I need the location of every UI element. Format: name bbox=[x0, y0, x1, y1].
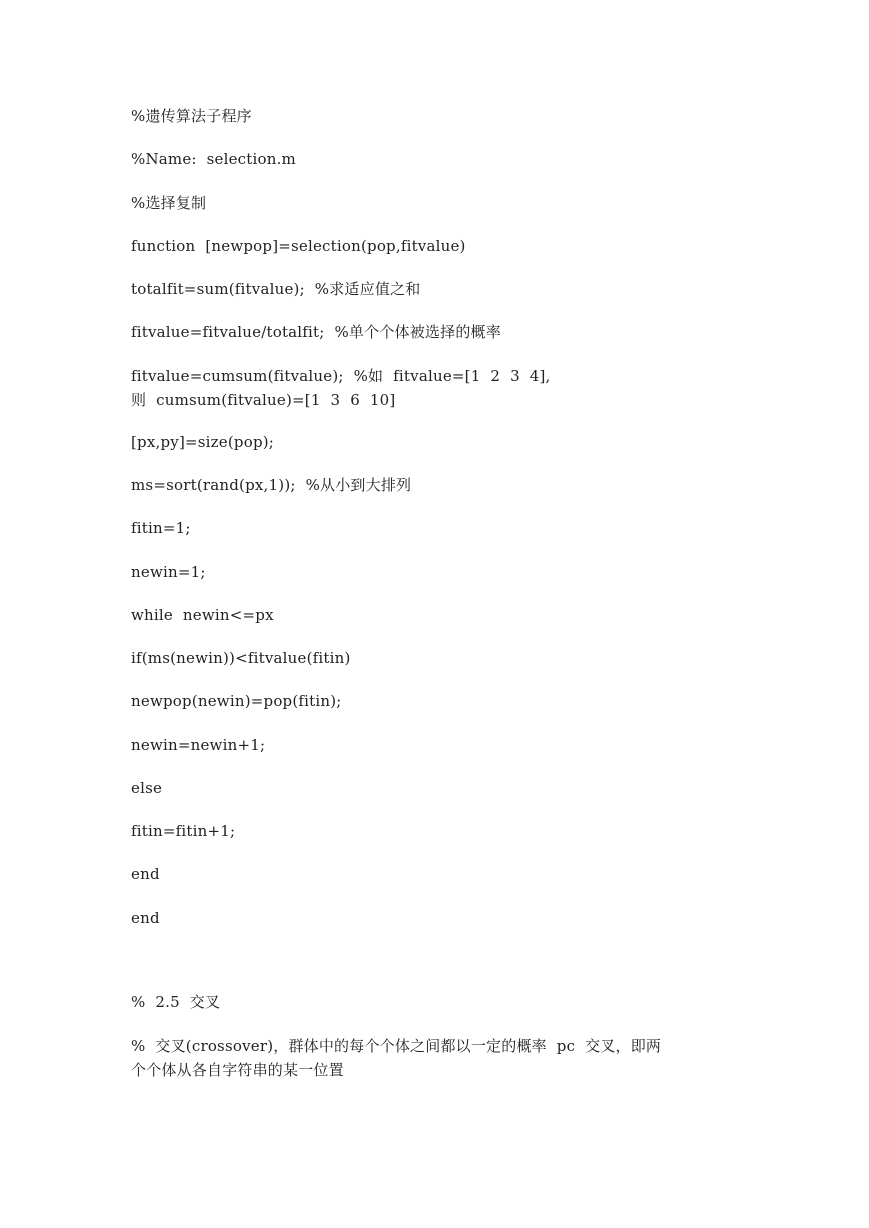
code-line-if: if(ms(newin))<fitvalue(fitin) bbox=[131, 649, 351, 667]
paragraph-crossover: % 交叉(crossover)，群体中的每个个体之间都以一定的概率 pc 交叉，即两 个个体从各自字符串的某一位置 bbox=[131, 1037, 662, 1079]
section-heading-crossover: % 2.5 交叉 bbox=[131, 993, 221, 1011]
code-line-end-while: end bbox=[131, 909, 160, 927]
code-line-size: [px,py]=size(pop); bbox=[131, 433, 275, 451]
code-line-assign: newpop(newin)=pop(fitin); bbox=[131, 692, 342, 710]
code-line-fitin-init: fitin=1; bbox=[131, 519, 191, 537]
code-line-cumsum: fitvalue=cumsum(fitvalue); %如 fitvalue=[1 2 3 4], 则 cumsum(fitvalue)=[1 3 6 10] bbox=[131, 367, 551, 409]
code-line-increment-fitin: fitin=fitin+1; bbox=[131, 822, 236, 840]
code-line-while: while newin<=px bbox=[131, 606, 274, 624]
code-comment-filename: %Name: selection.m bbox=[131, 150, 296, 168]
code-comment-section: %选择复制 bbox=[131, 194, 207, 212]
code-comment-title: %遗传算法子程序 bbox=[131, 107, 252, 125]
code-line-end-if: end bbox=[131, 865, 160, 883]
code-line-else: else bbox=[131, 779, 163, 797]
code-line-totalfit: totalfit=sum(fitvalue); %求适应值之和 bbox=[131, 280, 421, 298]
code-line-function: function [newpop]=selection(pop,fitvalue) bbox=[131, 237, 466, 255]
code-line-increment-newin: newin=newin+1; bbox=[131, 736, 266, 754]
code-line-normalize: fitvalue=fitvalue/totalfit; %单个个体被选择的概率 bbox=[131, 323, 501, 341]
code-line-sort: ms=sort(rand(px,1)); %从小到大排列 bbox=[131, 476, 412, 494]
code-line-newin-init: newin=1; bbox=[131, 563, 206, 581]
